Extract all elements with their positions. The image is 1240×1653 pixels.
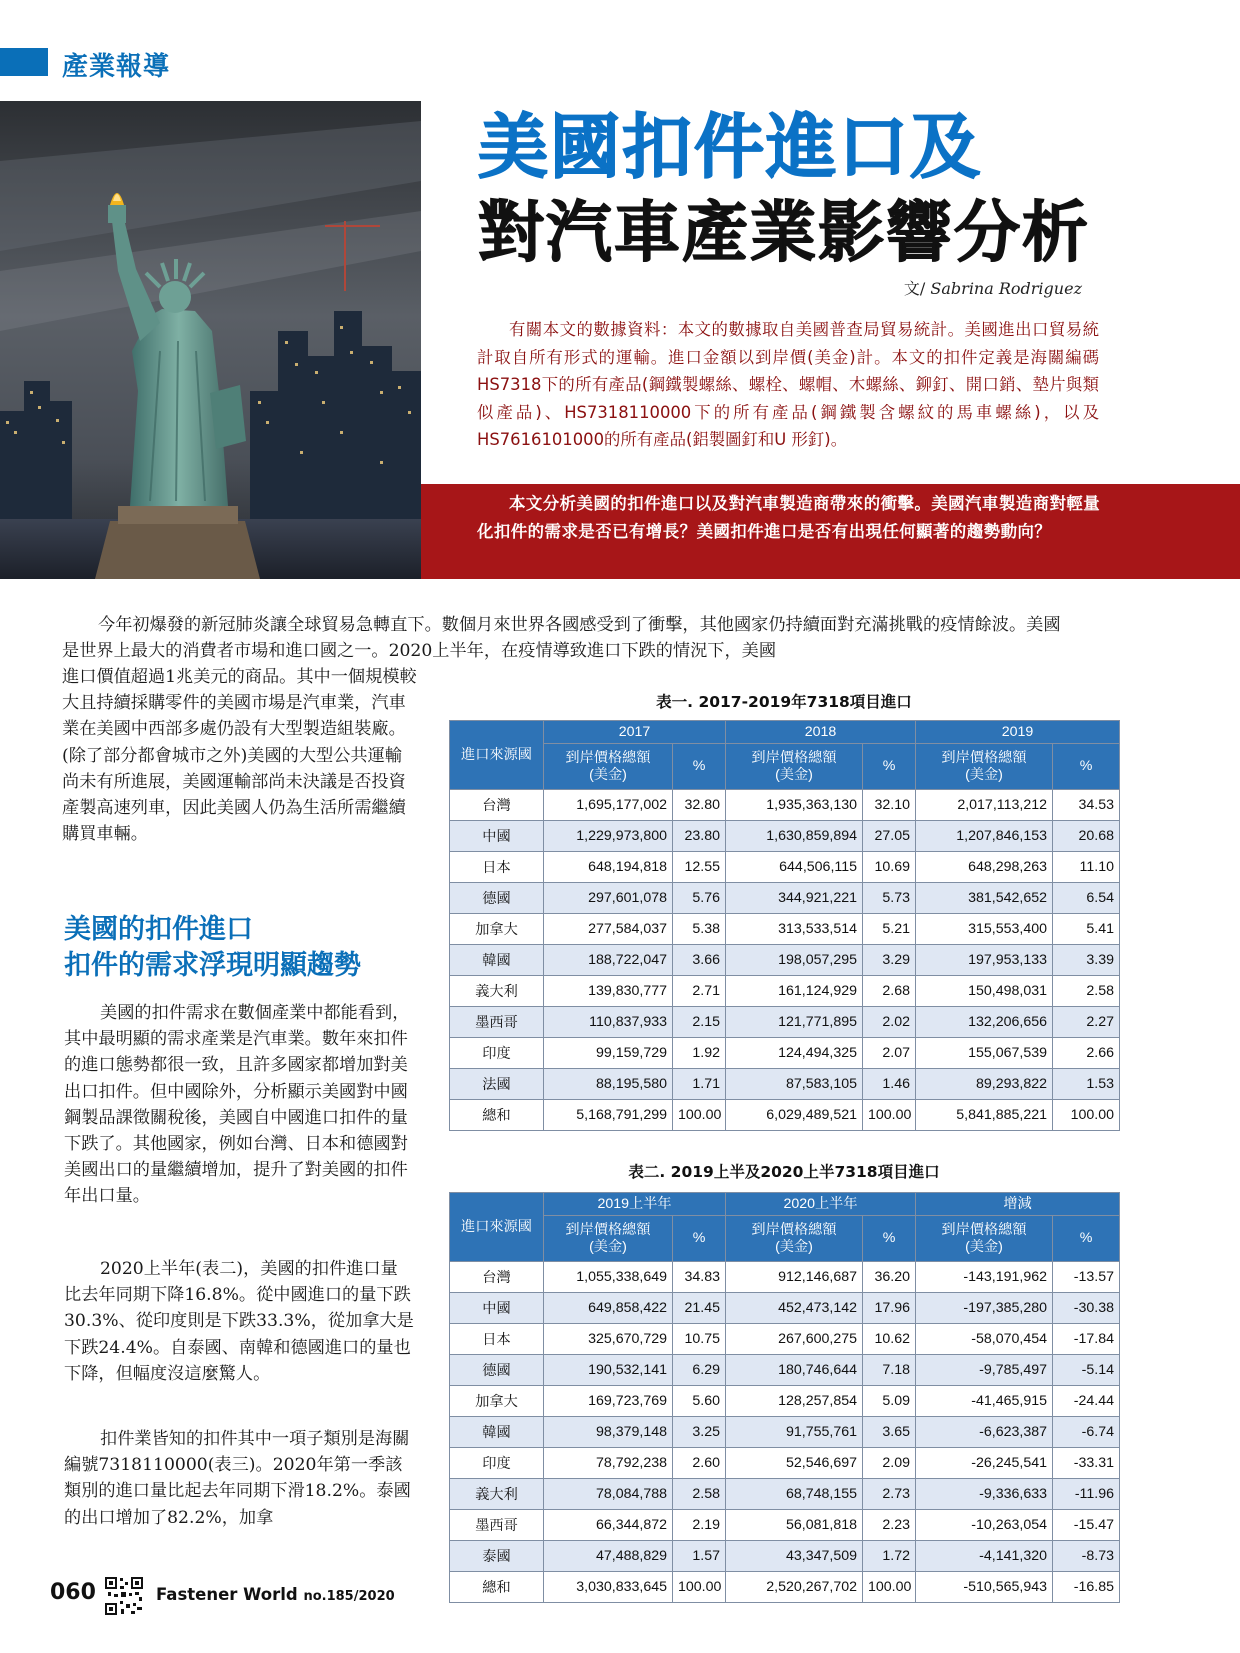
value-cell: 649,858,422	[544, 1293, 673, 1324]
value-cell: 1,229,973,800	[544, 821, 673, 852]
data-source-intro: 有關本文的數據資料：本文的數據取自美國普查局貿易統計。美國進出口貿易統計取自所有形式的運輸。進口金額以到岸價(美金)計。本文的扣件定義是海關編碼HS7318下的所有產品(鋼鐵製螺絲、螺栓、螺帽、木螺絲、鉚釘、開口銷、墊片與類似產品)、HS7318110000下的所有產品(鋼鐵製含螺紋的馬車螺絲)，以及HS7616101000的所有產品(鋁製圖釘和U 形釘)。	[477, 320, 1099, 449]
percent-cell: 100.00	[673, 1100, 726, 1131]
value-cell: 188,722,047	[544, 945, 673, 976]
percent-cell: 2.02	[863, 1007, 916, 1038]
value-cell: -143,191,962	[916, 1262, 1053, 1293]
table2-row	[450, 1448, 1120, 1479]
country-cell: 墨西哥	[450, 1007, 544, 1038]
country-cell: 日本	[450, 1324, 544, 1355]
percent-cell: -11.96	[1053, 1479, 1120, 1510]
value-cell: 89,293,822	[916, 1069, 1053, 1100]
statue-of-liberty-photo	[0, 101, 421, 579]
value-cell: -58,070,454	[916, 1324, 1053, 1355]
value-cell: 47,488,829	[544, 1541, 673, 1572]
value-cell: 139,830,777	[544, 976, 673, 1007]
value-cell: -6,623,387	[916, 1417, 1053, 1448]
table1-row	[450, 1069, 1120, 1100]
country-cell: 泰國	[450, 1541, 544, 1572]
country-cell: 台灣	[450, 1262, 544, 1293]
country-cell: 加拿大	[450, 914, 544, 945]
table1-pct-header: %	[1053, 744, 1120, 790]
percent-cell: 10.69	[863, 852, 916, 883]
subheading-line2: 扣件的需求浮現明顯趨勢	[64, 950, 361, 981]
table2-row	[450, 1572, 1120, 1603]
value-cell: 121,771,895	[726, 1007, 863, 1038]
value-cell: 78,792,238	[544, 1448, 673, 1479]
table1	[449, 720, 1120, 1131]
percent-cell: 5.73	[863, 883, 916, 914]
percent-cell: -16.85	[1053, 1572, 1120, 1603]
percent-cell: -24.44	[1053, 1386, 1120, 1417]
percent-cell: 5.38	[673, 914, 726, 945]
table2	[449, 1192, 1120, 1603]
table1-row	[450, 1038, 1120, 1069]
value-cell: 110,837,933	[544, 1007, 673, 1038]
value-cell: 452,473,142	[726, 1293, 863, 1324]
country-cell: 總和	[450, 1572, 544, 1603]
percent-cell: 5.41	[1053, 914, 1120, 945]
table2-value-header: 到岸價格總額 (美金)	[916, 1216, 1053, 1262]
percent-cell: 3.29	[863, 945, 916, 976]
percent-cell: -15.47	[1053, 1510, 1120, 1541]
value-cell: 180,746,644	[726, 1355, 863, 1386]
percent-cell: 100.00	[673, 1572, 726, 1603]
percent-cell: 6.29	[673, 1355, 726, 1386]
value-cell: 56,081,818	[726, 1510, 863, 1541]
table1-row	[450, 1100, 1120, 1131]
country-cell: 韓國	[450, 1417, 544, 1448]
byline-author: Sabrina Rodriguez	[930, 279, 1082, 298]
table1-row	[450, 914, 1120, 945]
table1-value-header: 到岸價格總額 (美金)	[726, 744, 863, 790]
table2-row	[450, 1293, 1120, 1324]
value-cell: 66,344,872	[544, 1510, 673, 1541]
value-cell: 648,298,263	[916, 852, 1053, 883]
body-paragraph-1: 今年初爆發的新冠肺炎讓全球貿易急轉直下。數個月來世界各國感受到了衝擊，其他國家仍持續面對充滿挑戰的疫情餘波。美國是世界上最大的消費者市場和進口國之一。2020上半年，在疫情導致進口下跌的情況下，美國	[62, 615, 1061, 662]
table2-caption: 表二. 2019上半及2020上半7318項目進口	[628, 1163, 940, 1181]
table1-pct-header: %	[863, 744, 916, 790]
value-cell: 78,084,788	[544, 1479, 673, 1510]
table2-value-header: 到岸價格總額 (美金)	[544, 1216, 673, 1262]
table2-value-header: 到岸價格總額 (美金)	[726, 1216, 863, 1262]
percent-cell: 3.39	[1053, 945, 1120, 976]
percent-cell: 11.10	[1053, 852, 1120, 883]
value-cell: 381,542,652	[916, 883, 1053, 914]
percent-cell: 1.71	[673, 1069, 726, 1100]
value-cell: -10,263,054	[916, 1510, 1053, 1541]
value-cell: 277,584,037	[544, 914, 673, 945]
percent-cell: 17.96	[863, 1293, 916, 1324]
value-cell: 198,057,295	[726, 945, 863, 976]
table1-pct-header: %	[673, 744, 726, 790]
percent-cell: 23.80	[673, 821, 726, 852]
percent-cell: 32.10	[863, 790, 916, 821]
country-cell: 法國	[450, 1069, 544, 1100]
table2-row	[450, 1355, 1120, 1386]
qr-code-icon	[104, 1576, 144, 1616]
value-cell: 1,695,177,002	[544, 790, 673, 821]
percent-cell: 2.58	[1053, 976, 1120, 1007]
percent-cell: 1.92	[673, 1038, 726, 1069]
table2-row	[450, 1324, 1120, 1355]
value-cell: 52,546,697	[726, 1448, 863, 1479]
value-cell: -26,245,541	[916, 1448, 1053, 1479]
value-cell: 1,055,338,649	[544, 1262, 673, 1293]
table1-row	[450, 883, 1120, 914]
value-cell: 197,953,133	[916, 945, 1053, 976]
percent-cell: 1.46	[863, 1069, 916, 1100]
value-cell: 5,168,791,299	[544, 1100, 673, 1131]
percent-cell: -33.31	[1053, 1448, 1120, 1479]
percent-cell: 36.20	[863, 1262, 916, 1293]
percent-cell: 20.68	[1053, 821, 1120, 852]
value-cell: 315,553,400	[916, 914, 1053, 945]
value-cell: -197,385,280	[916, 1293, 1053, 1324]
body-paragraph-4: 扣件業皆知的扣件其中一項子類別是海關編號7318110000(表三)。2020年第一季該類別的進口量比起去年同期下滑18.2%。泰國的出口增加了82.2%，加拿	[64, 1429, 411, 1528]
percent-cell: 7.18	[863, 1355, 916, 1386]
value-cell: 155,067,539	[916, 1038, 1053, 1069]
value-cell: -9,785,497	[916, 1355, 1053, 1386]
percent-cell: 2.23	[863, 1510, 916, 1541]
magazine-name: Fastener World	[156, 1585, 298, 1604]
table2-row	[450, 1479, 1120, 1510]
value-cell: -4,141,320	[916, 1541, 1053, 1572]
value-cell: 43,347,509	[726, 1541, 863, 1572]
percent-cell: 5.09	[863, 1386, 916, 1417]
country-cell: 台灣	[450, 790, 544, 821]
value-cell: 297,601,078	[544, 883, 673, 914]
percent-cell: 10.75	[673, 1324, 726, 1355]
percent-cell: 2.58	[673, 1479, 726, 1510]
value-cell: 344,921,221	[726, 883, 863, 914]
value-cell: -510,565,943	[916, 1572, 1053, 1603]
country-cell: 墨西哥	[450, 1510, 544, 1541]
value-cell: 6,029,489,521	[726, 1100, 863, 1131]
table2-source-header: 進口來源國	[450, 1193, 544, 1262]
value-cell: -41,465,915	[916, 1386, 1053, 1417]
percent-cell: 5.21	[863, 914, 916, 945]
percent-cell: 1.72	[863, 1541, 916, 1572]
value-cell: 161,124,929	[726, 976, 863, 1007]
percent-cell: 32.80	[673, 790, 726, 821]
value-cell: 912,146,687	[726, 1262, 863, 1293]
body-paragraph-2: 美國的扣件需求在數個產業中都能看到，其中最明顯的需求產業是汽車業。數年來扣件的進口態勢都很一致，且許多國家都增加對美出口扣件。但中國除外，分析顯示美國對中國鋼製品課徵關稅後，美國自中國進口扣件的量下跌了。其他國家，例如台灣、日本和德國對美國出口的量繼續增加，提升了對美國的扣件年出口量。	[64, 1003, 410, 1207]
country-cell: 印度	[450, 1038, 544, 1069]
value-cell: 132,206,656	[916, 1007, 1053, 1038]
percent-cell: -17.84	[1053, 1324, 1120, 1355]
country-cell: 義大利	[450, 1479, 544, 1510]
percent-cell: 2.66	[1053, 1038, 1120, 1069]
value-cell: 91,755,761	[726, 1417, 863, 1448]
percent-cell: 3.25	[673, 1417, 726, 1448]
table2-pct-header: %	[863, 1216, 916, 1262]
country-cell: 德國	[450, 883, 544, 914]
table1-row	[450, 852, 1120, 883]
percent-cell: 3.66	[673, 945, 726, 976]
percent-cell: -13.57	[1053, 1262, 1120, 1293]
country-cell: 日本	[450, 852, 544, 883]
percent-cell: 2.68	[863, 976, 916, 1007]
value-cell: 1,207,846,153	[916, 821, 1053, 852]
percent-cell: 5.60	[673, 1386, 726, 1417]
value-cell: 1,630,859,894	[726, 821, 863, 852]
table1-year-header: 2019	[916, 721, 1120, 744]
table2-period-header: 增減	[916, 1193, 1120, 1216]
table2-period-header: 2019上半年	[544, 1193, 726, 1216]
percent-cell: 5.76	[673, 883, 726, 914]
table1-row	[450, 945, 1120, 976]
value-cell: 128,257,854	[726, 1386, 863, 1417]
article-title-line1: 美國扣件進口及	[478, 106, 982, 188]
body-paragraph-1-continued: 進口價值超過1兆美元的商品。其中一個規模較大且持續採購零件的美國市場是汽車業，汽車業在美國中西部多處仍設有大型製造組裝廠。(除了部分都會城市之外)美國的大型公共運輸尚未有所進展，美國運輸部尚未決議是否投資產製高速列車，因此美國人仍為生活所需繼續購買車輛。	[62, 667, 417, 845]
subheading	[64, 912, 424, 984]
table1-caption: 表一. 2017-2019年7318項目進口	[656, 693, 912, 711]
section-color-bar	[0, 48, 48, 76]
table2-row	[450, 1386, 1120, 1417]
percent-cell: 2.07	[863, 1038, 916, 1069]
table1-year-header: 2017	[544, 721, 726, 744]
table2-period-header: 2020上半年	[726, 1193, 916, 1216]
value-cell: -9,336,633	[916, 1479, 1053, 1510]
value-cell: 88,195,580	[544, 1069, 673, 1100]
percent-cell: 21.45	[673, 1293, 726, 1324]
value-cell: 169,723,769	[544, 1386, 673, 1417]
byline-prefix: 文/	[903, 279, 926, 298]
value-cell: 1,935,363,130	[726, 790, 863, 821]
value-cell: 5,841,885,221	[916, 1100, 1053, 1131]
section-label: 產業報導	[62, 52, 171, 82]
percent-cell: 2.19	[673, 1510, 726, 1541]
country-cell: 印度	[450, 1448, 544, 1479]
table2-pct-header: %	[673, 1216, 726, 1262]
table1-row	[450, 790, 1120, 821]
summary-banner-text: 本文分析美國的扣件進口以及對汽車製造商帶來的衝擊。美國汽車製造商對輕量化扣件的需求是否已有增長？美國扣件進口是否有出現任何顯著的趨勢動向？	[477, 494, 1101, 541]
percent-cell: 3.65	[863, 1417, 916, 1448]
value-cell: 2,520,267,702	[726, 1572, 863, 1603]
table1-value-header: 到岸價格總額 (美金)	[916, 744, 1053, 790]
page-number: 060	[50, 1580, 96, 1605]
percent-cell: 1.57	[673, 1541, 726, 1572]
value-cell: 313,533,514	[726, 914, 863, 945]
table2-row	[450, 1541, 1120, 1572]
byline	[880, 276, 1082, 299]
country-cell: 中國	[450, 821, 544, 852]
subheading-line1: 美國的扣件進口	[64, 914, 253, 945]
table1-row	[450, 821, 1120, 852]
percent-cell: 2.60	[673, 1448, 726, 1479]
value-cell: 98,379,148	[544, 1417, 673, 1448]
table1-row	[450, 976, 1120, 1007]
percent-cell: 2.27	[1053, 1007, 1120, 1038]
value-cell: 68,748,155	[726, 1479, 863, 1510]
value-cell: 190,532,141	[544, 1355, 673, 1386]
country-cell: 中國	[450, 1293, 544, 1324]
percent-cell: 10.62	[863, 1324, 916, 1355]
table2-pct-header: %	[1053, 1216, 1120, 1262]
body-paragraph-3: 2020上半年(表二)，美國的扣件進口量比去年同期下降16.8%。從中國進口的量下跌30.3%、從印度則是下跌33.3%，從加拿大是下跌24.4%。自泰國、南韓和德國進口的量也下降，但幅度沒這麼驚人。	[64, 1259, 414, 1384]
value-cell: 99,159,729	[544, 1038, 673, 1069]
percent-cell: 2.71	[673, 976, 726, 1007]
country-cell: 韓國	[450, 945, 544, 976]
article-title-line2: 對汽車產業影響分析	[478, 194, 1090, 271]
percent-cell: -6.74	[1053, 1417, 1120, 1448]
percent-cell: 34.83	[673, 1262, 726, 1293]
value-cell: 3,030,833,645	[544, 1572, 673, 1603]
percent-cell: 2.15	[673, 1007, 726, 1038]
percent-cell: -5.14	[1053, 1355, 1120, 1386]
value-cell: 87,583,105	[726, 1069, 863, 1100]
table1-source-header: 進口來源國	[450, 721, 544, 790]
country-cell: 加拿大	[450, 1386, 544, 1417]
value-cell: 124,494,325	[726, 1038, 863, 1069]
percent-cell: 12.55	[673, 852, 726, 883]
table2-row	[450, 1510, 1120, 1541]
percent-cell: 100.00	[863, 1572, 916, 1603]
percent-cell: 100.00	[863, 1100, 916, 1131]
table2-row	[450, 1262, 1120, 1293]
percent-cell: 34.53	[1053, 790, 1120, 821]
table1-value-header: 到岸價格總額 (美金)	[544, 744, 673, 790]
percent-cell: 1.53	[1053, 1069, 1120, 1100]
value-cell: 648,194,818	[544, 852, 673, 883]
percent-cell: -8.73	[1053, 1541, 1120, 1572]
percent-cell: -30.38	[1053, 1293, 1120, 1324]
value-cell: 325,670,729	[544, 1324, 673, 1355]
issue-number: no.185/2020	[303, 1589, 395, 1604]
country-cell: 總和	[450, 1100, 544, 1131]
table2-row	[450, 1417, 1120, 1448]
magazine-footer	[156, 1585, 395, 1604]
percent-cell: 27.05	[863, 821, 916, 852]
percent-cell: 6.54	[1053, 883, 1120, 914]
table1-row	[450, 1007, 1120, 1038]
value-cell: 644,506,115	[726, 852, 863, 883]
country-cell: 德國	[450, 1355, 544, 1386]
value-cell: 2,017,113,212	[916, 790, 1053, 821]
table1-year-header: 2018	[726, 721, 916, 744]
percent-cell: 2.09	[863, 1448, 916, 1479]
percent-cell: 100.00	[1053, 1100, 1120, 1131]
value-cell: 150,498,031	[916, 976, 1053, 1007]
value-cell: 267,600,275	[726, 1324, 863, 1355]
percent-cell: 2.73	[863, 1479, 916, 1510]
country-cell: 義大利	[450, 976, 544, 1007]
